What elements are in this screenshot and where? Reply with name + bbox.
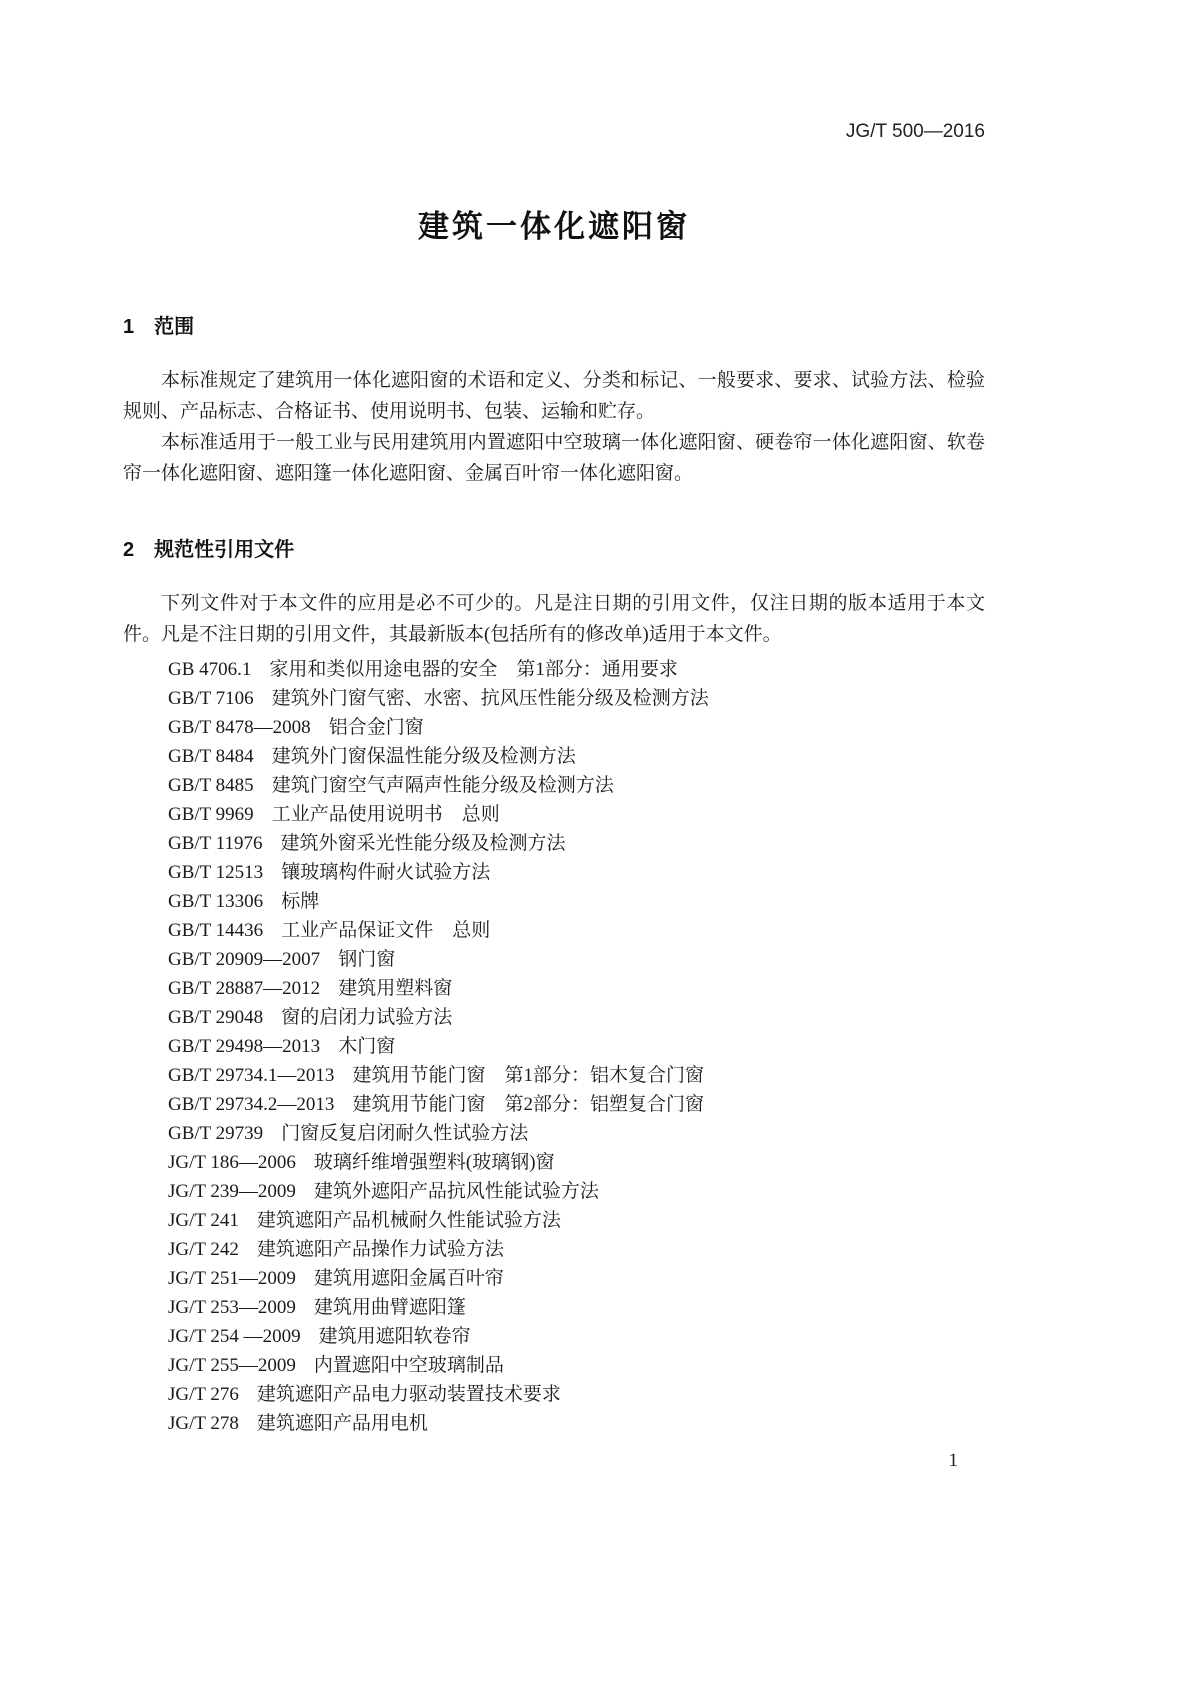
reference-item (168, 684, 985, 713)
reference-title: 玻璃纤维增强塑料(玻璃钢)窗 (313, 1152, 555, 1173)
reference-item (168, 858, 985, 887)
reference-code: JG/T 242 (168, 1239, 239, 1260)
reference-item (168, 1293, 985, 1322)
reference-item (168, 1003, 985, 1032)
reference-title: 建筑遮阳产品用电机 (256, 1413, 428, 1434)
section-1-paragraph-1: 本标准规定了建筑用一体化遮阳窗的术语和定义、分类和标记、一般要求、要求、试验方法、检验规则、产品标志、合格证书、使用说明书、包装、运输和贮存。 (123, 370, 985, 422)
standard-code-header: JG/T 500—2016 (845, 121, 985, 142)
section-2-heading: 2 规范性引用文件 (123, 539, 295, 561)
reference-code: JG/T 241 (168, 1210, 239, 1231)
reference-code: GB/T 8485 (168, 775, 254, 796)
reference-item (168, 1119, 985, 1148)
reference-title: 家用和类似用途电器的安全 第1部分：通用要求 (269, 659, 678, 680)
reference-title: 镶玻璃构件耐火试验方法 (281, 862, 491, 883)
reference-title: 建筑遮阳产品机械耐久性能试验方法 (256, 1210, 561, 1231)
reference-code: JG/T 278 (168, 1413, 239, 1434)
reference-item (168, 1380, 985, 1409)
reference-code: GB/T 28887—2012 (168, 978, 321, 999)
reference-item (168, 713, 985, 742)
reference-title: 建筑外窗采光性能分级及检测方法 (280, 833, 566, 854)
reference-title: 建筑遮阳产品操作力试验方法 (256, 1239, 504, 1260)
reference-code: JG/T 276 (168, 1384, 239, 1405)
reference-title: 建筑用节能门窗 第1部分：铝木复合门窗 (352, 1065, 704, 1086)
reference-code: GB/T 29734.2—2013 (168, 1094, 335, 1115)
normative-references-list (123, 655, 985, 1438)
reference-title: 建筑用遮阳软卷帘 (318, 1326, 471, 1347)
reference-title: 建筑用节能门窗 第2部分：铝塑复合门窗 (352, 1094, 704, 1115)
reference-code: GB/T 8484 (168, 746, 254, 767)
reference-item (168, 800, 985, 829)
reference-code: GB/T 20909—2007 (168, 949, 321, 970)
reference-item (168, 1090, 985, 1119)
reference-title: 工业产品保证文件 总则 (281, 920, 491, 941)
reference-title: 木门窗 (338, 1036, 396, 1057)
reference-item (168, 974, 985, 1003)
reference-title: 钢门窗 (338, 949, 396, 970)
reference-item (168, 887, 985, 916)
reference-code: GB/T 29048 (168, 1007, 264, 1028)
reference-code: GB/T 9969 (168, 804, 254, 825)
reference-title: 建筑外门窗保温性能分级及检测方法 (271, 746, 576, 767)
reference-item (168, 829, 985, 858)
reference-title: 标牌 (281, 891, 320, 912)
reference-title: 建筑外门窗气密、水密、抗风压性能分级及检测方法 (271, 688, 709, 709)
reference-code: JG/T 251—2009 (168, 1268, 296, 1289)
reference-title: 内置遮阳中空玻璃制品 (313, 1355, 504, 1376)
reference-code: GB/T 12513 (168, 862, 264, 883)
section-2-intro-paragraph: 下列文件对于本文件的应用是必不可少的。凡是注日期的引用文件，仅注日期的版本适用于本文件。凡是不注日期的引用文件，其最新版本(包括所有的修改单)适用于本文件。 (123, 593, 985, 645)
reference-code: GB/T 29498—2013 (168, 1036, 321, 1057)
reference-item (168, 1206, 985, 1235)
reference-title: 建筑用遮阳金属百叶帘 (313, 1268, 504, 1289)
reference-title: 门窗反复启闭耐久性试验方法 (281, 1123, 529, 1144)
section-1-heading: 1 范围 (123, 316, 195, 338)
reference-code: GB/T 29739 (168, 1123, 264, 1144)
reference-code: JG/T 239—2009 (168, 1181, 296, 1202)
reference-title: 工业产品使用说明书 总则 (271, 804, 500, 825)
reference-code: JG/T 254 —2009 (168, 1326, 301, 1347)
section-1-paragraph-2: 本标准适用于一般工业与民用建筑用内置遮阳中空玻璃一体化遮阳窗、硬卷帘一体化遮阳窗、软卷帘一体化遮阳窗、遮阳篷一体化遮阳窗、金属百叶帘一体化遮阳窗。 (123, 432, 985, 484)
reference-title: 建筑用塑料窗 (338, 978, 453, 999)
reference-item (168, 1264, 985, 1293)
reference-code: GB 4706.1 (168, 659, 252, 680)
reference-code: GB/T 14436 (168, 920, 264, 941)
reference-code: GB/T 11976 (168, 833, 263, 854)
reference-item (168, 771, 985, 800)
reference-title: 建筑用曲臂遮阳篷 (313, 1297, 466, 1318)
reference-item (168, 1177, 985, 1206)
reference-title: 窗的启闭力试验方法 (281, 1007, 453, 1028)
reference-code: GB/T 29734.1—2013 (168, 1065, 335, 1086)
reference-item (168, 1351, 985, 1380)
reference-item (168, 916, 985, 945)
reference-item (168, 1322, 985, 1351)
reference-title: 建筑遮阳产品电力驱动装置技术要求 (256, 1384, 561, 1405)
reference-code: GB/T 13306 (168, 891, 264, 912)
reference-title: 建筑外遮阳产品抗风性能试验方法 (313, 1181, 599, 1202)
reference-item (168, 1409, 985, 1438)
document-title: 建筑一体化遮阳窗 (418, 209, 690, 244)
reference-item (168, 742, 985, 771)
reference-item (168, 1061, 985, 1090)
reference-title: 建筑门窗空气声隔声性能分级及检测方法 (271, 775, 614, 796)
reference-code: GB/T 8478—2008 (168, 717, 311, 738)
reference-item (168, 655, 985, 684)
page-number: 1 (948, 1450, 958, 1471)
reference-item (168, 1032, 985, 1061)
reference-code: JG/T 255—2009 (168, 1355, 296, 1376)
page-content (123, 0, 985, 1438)
reference-item (168, 945, 985, 974)
reference-item (168, 1235, 985, 1264)
reference-code: JG/T 186—2006 (168, 1152, 296, 1173)
reference-item (168, 1148, 985, 1177)
reference-code: GB/T 7106 (168, 688, 254, 709)
reference-code: JG/T 253—2009 (168, 1297, 296, 1318)
reference-title: 铝合金门窗 (328, 717, 424, 738)
